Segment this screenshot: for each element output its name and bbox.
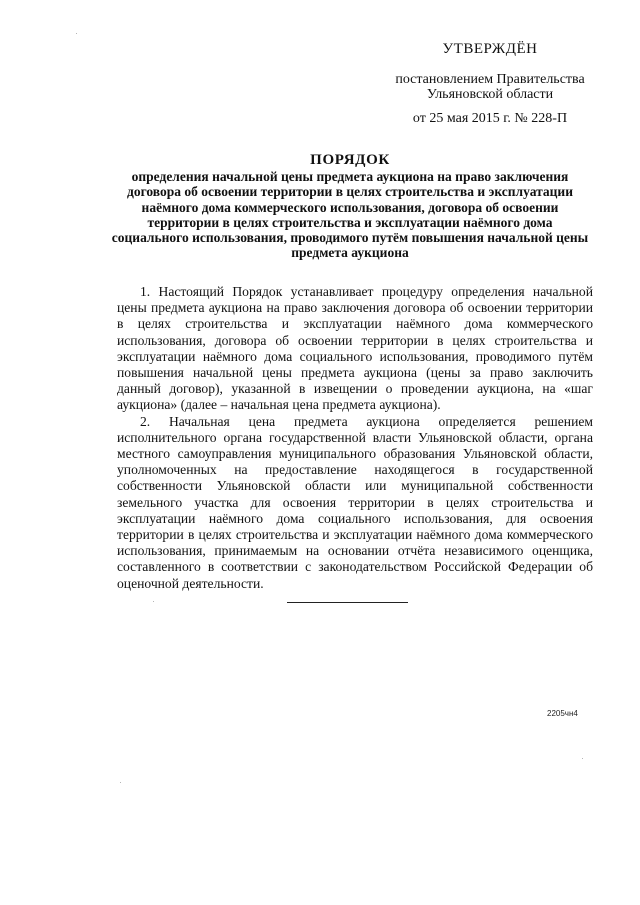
- separator-line: [287, 602, 408, 603]
- document-code: 2205чн4: [547, 709, 578, 718]
- document-subtitle: определения начальной цены предмета аукциона на право заключения договора об освоении территории в целях строительства и эксплуатации наёмного дома коммерческого использования, договора об освоении территории в целях строительства и эксплуатации наёмного дома социального использования, проводимого путём повышения начальной цены предмета аукциона: [111, 169, 589, 261]
- document-title-block: [110, 153, 590, 260]
- scan-speck: [76, 33, 77, 34]
- approval-title: УТВЕРЖДЁН: [442, 41, 538, 57]
- scan-speck: [120, 782, 121, 783]
- document-body: [117, 284, 593, 592]
- scan-speck: [582, 758, 583, 759]
- approval-stamp: [380, 42, 600, 126]
- approval-line-1: постановлением Правительства: [395, 72, 585, 87]
- approval-line-2: Ульяновской области: [426, 87, 554, 102]
- paragraph-1: 1. Настоящий Порядок устанавливает процедуру определения начальной цены предмета аукциона на право заключения договора об освоении территории в целях строительства и эксплуатации наёмного дома коммерческого использования, договора об освоении территории в целях строительства и эксплуатации наёмного дома социального использования, проводимого путём повышения начальной цены предмета аукциона (цены за право заключить данный договор), указанной в извещении о проведении аукциона, на «шаг аукциона» (далее – начальная цена предмета аукциона).: [117, 284, 593, 413]
- approval-date: от 25 мая 2015 г. № 228-П: [412, 111, 568, 126]
- paragraph-2: 2. Начальная цена предмета аукциона определяется решением исполнительного органа государственной власти Ульяновской области, органа местного самоуправления муниципального образования Ульяновской области, уполномоченных на предоставление находящегося в государственной собственности Ульяновской области или муниципальной собственности земельного участка для освоения территории в целях строительства и эксплуатации наёмного дома социального использования, для освоения территории в целях строительства и эксплуатации наёмного дома коммерческого использования, принимаемым на основании отчёта независимого оценщика, составленного в соответствии с законодательством Российской Федерации об оценочной деятельности.: [117, 413, 593, 591]
- scan-speck: [153, 601, 154, 602]
- document-heading: ПОРЯДОК: [310, 152, 390, 168]
